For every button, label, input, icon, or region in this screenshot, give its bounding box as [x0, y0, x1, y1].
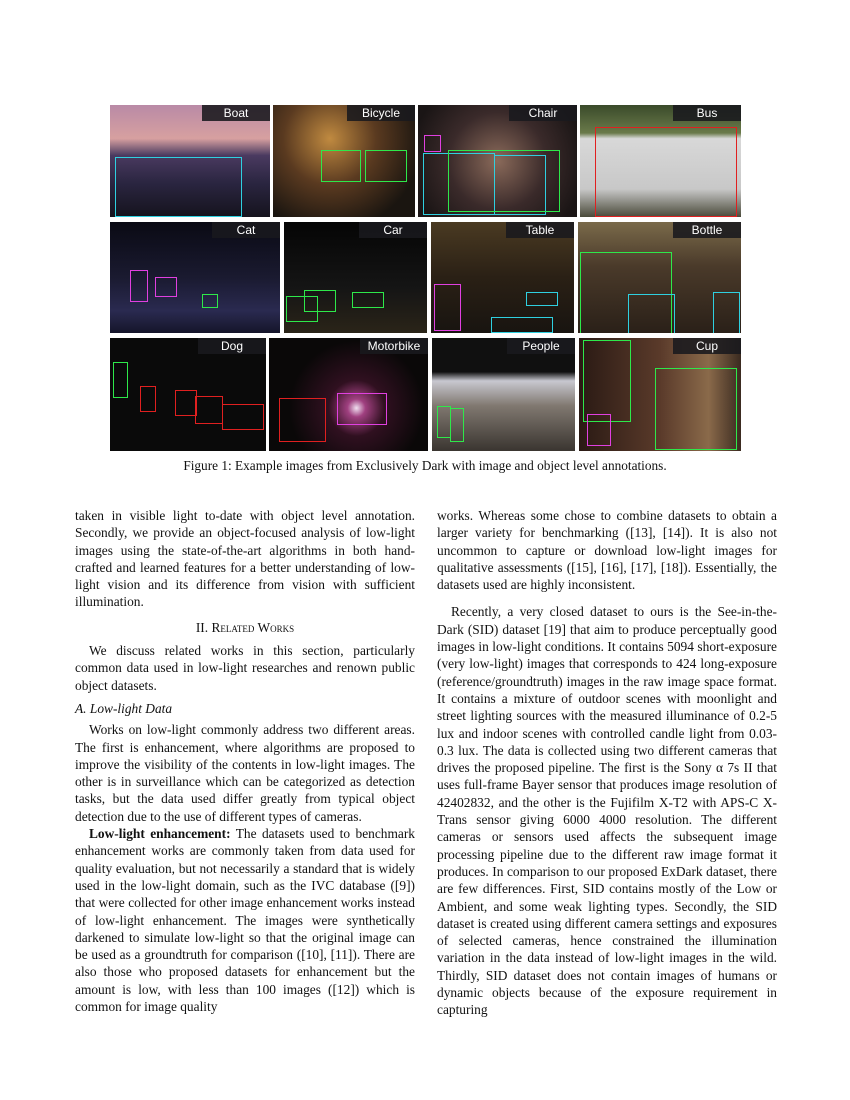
label-chair: Chair: [509, 105, 577, 121]
image-bottle: [578, 222, 741, 333]
figure-1: [110, 105, 741, 451]
image-cup: [579, 338, 741, 451]
label-cat: Cat: [212, 222, 280, 238]
left-column: [75, 507, 415, 1015]
paragraph: We discuss related works in this section, particularly common data used in low-light researches and renown public object datasets.: [75, 643, 415, 693]
paragraph-text: The datasets used to benchmark enhancement works are commonly taken from data used for quality evaluation, but not necessarily a standard that is widely used in the low-light domain, such as the IVC database ([9]) that were collected for other image enhancement works instead of low-light enhancement. The images were synthetically darkened to simulate low-light so that the original image can be used as a groundtruth for comparison ([10], [11]). There are also those who proposed datasets for enhancement but the amount is low, with less than 100 images ([12]) which is common for image quality: [75, 826, 415, 1015]
label-bicycle: Bicycle: [347, 105, 415, 121]
image-chair: [418, 105, 577, 217]
paragraph: Recently, a very closed dataset to ours is the See-in-the-Dark (SID) dataset [19] that aim to produce perceptually good images in low-light conditions. It contains 5094 short-exposure (very low-light) images that corresponds to 424 long-exposure (reference/groundtruth) images in the raw image space format. It contains a mixture of outdoor scenes with moonlight and street lighting sources with the measured illuminance of 0.2-5 lux and indoor scenes with controlled candle light from 0.03-0.3 lux. The data is collected using two different cameras that drives the proposed pipeline. The first is the Sony α 7s II that uses full-frame Bayer sensor that produces image resolution of 42402832, and the other is the Fujifilm X-T2 with APS-C X-Trans sensor giving 6000 4000 resolution. The different cameras or sensors used affects the subsequent image processing pipeline due to the different raw image format it produces. In comparison to our proposed ExDark dataset, there are few differences. First, SID contains mostly of the Low or Ambient, and some weak lighting types. Secondly, the SID dataset is created using different camera settings and exposures of selected cameras, hence constrained the illumination variation in the data instead of low-light images in the wild. Thirdly, SID dataset does not contain images of humans or dynamic objects because of the exposure requirement in capturing: [437, 604, 777, 1018]
figure-caption: Figure 1: Example images from Exclusively Dark with image and object level annotations.: [183, 458, 667, 473]
image-cat: [110, 222, 280, 333]
label-car: Car: [359, 222, 427, 238]
label-bottle: Bottle: [673, 222, 741, 238]
label-cup: Cup: [673, 338, 741, 354]
image-bicycle: [273, 105, 415, 217]
paragraph: taken in visible light to-date with object level annotation. Secondly, we provide an object-focused analysis of low-light images using the state-of-the-art algorithms in both hand-crafted and learned features for a better understanding of low-light vision and its difference from vision with sufficient illumination.: [75, 508, 415, 610]
label-table: Table: [506, 222, 574, 238]
image-motorbike: [269, 338, 428, 451]
right-column: [437, 507, 777, 1019]
image-table: [431, 222, 574, 333]
image-boat: [110, 105, 270, 217]
label-people: People: [507, 338, 575, 354]
label-dog: Dog: [198, 338, 266, 354]
paragraph: works. Whereas some chose to combine datasets to obtain a larger variety for benchmarking ([13], [14]). It is also not uncommon to capture or download low-light images for qualitative assessments ([15], [16], [17], [18]). Essentially, the datasets used are highly inconsistent.: [437, 508, 777, 593]
paragraph: [75, 825, 415, 1015]
label-boat: Boat: [202, 105, 270, 121]
label-bus: Bus: [673, 105, 741, 121]
image-bus: [580, 105, 741, 217]
image-car: [284, 222, 427, 333]
paragraph: Works on low-light commonly address two different areas. The first is enhancement, where algorithms are proposed to improve the visibility of the contents in low-light images. The other is in surveillance which can be categorized as detection tasks, but the data used differ greatly from typical object detection due to the use of different types of cameras.: [75, 722, 415, 824]
subsection-heading: A. Low-light Data: [75, 700, 173, 716]
section-heading: II. Related Works: [195, 619, 295, 635]
bold-run-in-heading: Low-light enhancement:: [89, 826, 231, 842]
image-people: [432, 338, 575, 451]
image-dog: [110, 338, 266, 451]
label-motorbike: Motorbike: [360, 338, 428, 354]
